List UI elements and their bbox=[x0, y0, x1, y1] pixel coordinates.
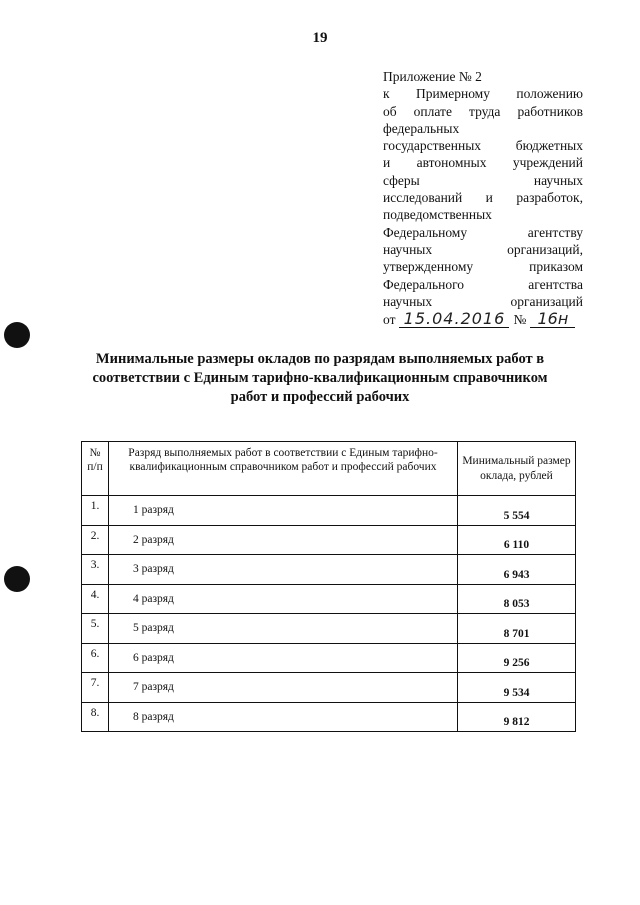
row-salary: 8 701 bbox=[458, 614, 576, 644]
appendix-line: к Примерному положению bbox=[383, 86, 583, 102]
heading-line: работ и профессий рабочих bbox=[230, 389, 410, 405]
row-number: 6. bbox=[82, 643, 109, 673]
row-rank: 3 разряд bbox=[109, 555, 458, 585]
row-salary: 9 812 bbox=[458, 702, 576, 732]
row-number: 7. bbox=[82, 673, 109, 703]
row-salary: 9 534 bbox=[458, 673, 576, 703]
table-row bbox=[82, 496, 576, 526]
row-rank: 8 разряд bbox=[109, 702, 458, 732]
row-number: 4. bbox=[82, 584, 109, 614]
row-rank: 1 разряд bbox=[109, 496, 458, 526]
row-number: 2. bbox=[82, 525, 109, 555]
row-number: 3. bbox=[82, 555, 109, 585]
punch-hole-icon bbox=[4, 322, 30, 348]
row-number: 1. bbox=[82, 496, 109, 526]
col-header-salary: Минимальный размер оклада, рублей bbox=[458, 442, 576, 496]
row-salary: 6 943 bbox=[458, 555, 576, 585]
row-number: 5. bbox=[82, 614, 109, 644]
handwritten-date: 15.04.2016 bbox=[399, 310, 509, 328]
col-header-number bbox=[82, 442, 109, 496]
appendix-line: научных организаций bbox=[383, 293, 583, 309]
appendix-line: научных организаций, bbox=[383, 241, 583, 257]
row-rank: 5 разряд bbox=[109, 614, 458, 644]
row-rank: 4 разряд bbox=[109, 584, 458, 614]
table-row bbox=[82, 555, 576, 585]
appendix-line: Федерального агентства bbox=[383, 276, 583, 292]
date-prefix: от bbox=[383, 311, 396, 327]
document-heading bbox=[70, 350, 570, 407]
table-row bbox=[82, 643, 576, 673]
appendix-line: и автономных учреждений bbox=[383, 155, 583, 171]
punch-hole-icon bbox=[4, 566, 30, 592]
row-salary: 5 554 bbox=[458, 496, 576, 526]
table-row bbox=[82, 673, 576, 703]
salary-table bbox=[81, 441, 576, 732]
appendix-block bbox=[383, 68, 583, 328]
heading-line: соответствии с Единым тарифно-квалификационным справочником bbox=[92, 370, 548, 386]
page-number: 19 bbox=[312, 30, 328, 46]
table-row bbox=[82, 584, 576, 614]
appendix-line: подведомственных bbox=[383, 207, 492, 223]
row-salary: 9 256 bbox=[458, 643, 576, 673]
col-header-number-line: № bbox=[89, 447, 101, 459]
appendix-line: утвержденному приказом bbox=[383, 259, 583, 275]
row-salary: 6 110 bbox=[458, 525, 576, 555]
table-row bbox=[82, 614, 576, 644]
table-row bbox=[82, 702, 576, 732]
handwritten-order-number: 16н bbox=[530, 310, 575, 328]
heading-line: Минимальные размеры окладов по разрядам выполняемых работ в bbox=[95, 351, 545, 367]
order-date-line bbox=[383, 310, 583, 328]
col-header-number-line: п/п bbox=[87, 461, 103, 473]
table-header-row bbox=[82, 442, 576, 496]
appendix-line: Федеральному агентству bbox=[383, 224, 583, 240]
appendix-line: исследований и разработок, bbox=[383, 190, 583, 206]
table-row bbox=[82, 525, 576, 555]
appendix-line: об оплате труда работников bbox=[383, 103, 583, 119]
appendix-line: федеральных bbox=[383, 120, 460, 136]
appendix-line: государственных бюджетных bbox=[383, 138, 583, 154]
row-rank: 6 разряд bbox=[109, 643, 458, 673]
row-rank: 7 разряд bbox=[109, 673, 458, 703]
appendix-line: сферы научных bbox=[383, 172, 583, 188]
appendix-line: Приложение № 2 bbox=[383, 69, 482, 84]
col-header-rank: Разряд выполняемых работ в соответствии с Единым тарифно-квалификационным справочником работ и профессий рабочих bbox=[109, 442, 458, 496]
row-number: 8. bbox=[82, 702, 109, 732]
row-rank: 2 разряд bbox=[109, 525, 458, 555]
number-prefix: № bbox=[513, 311, 527, 327]
row-salary: 8 053 bbox=[458, 584, 576, 614]
